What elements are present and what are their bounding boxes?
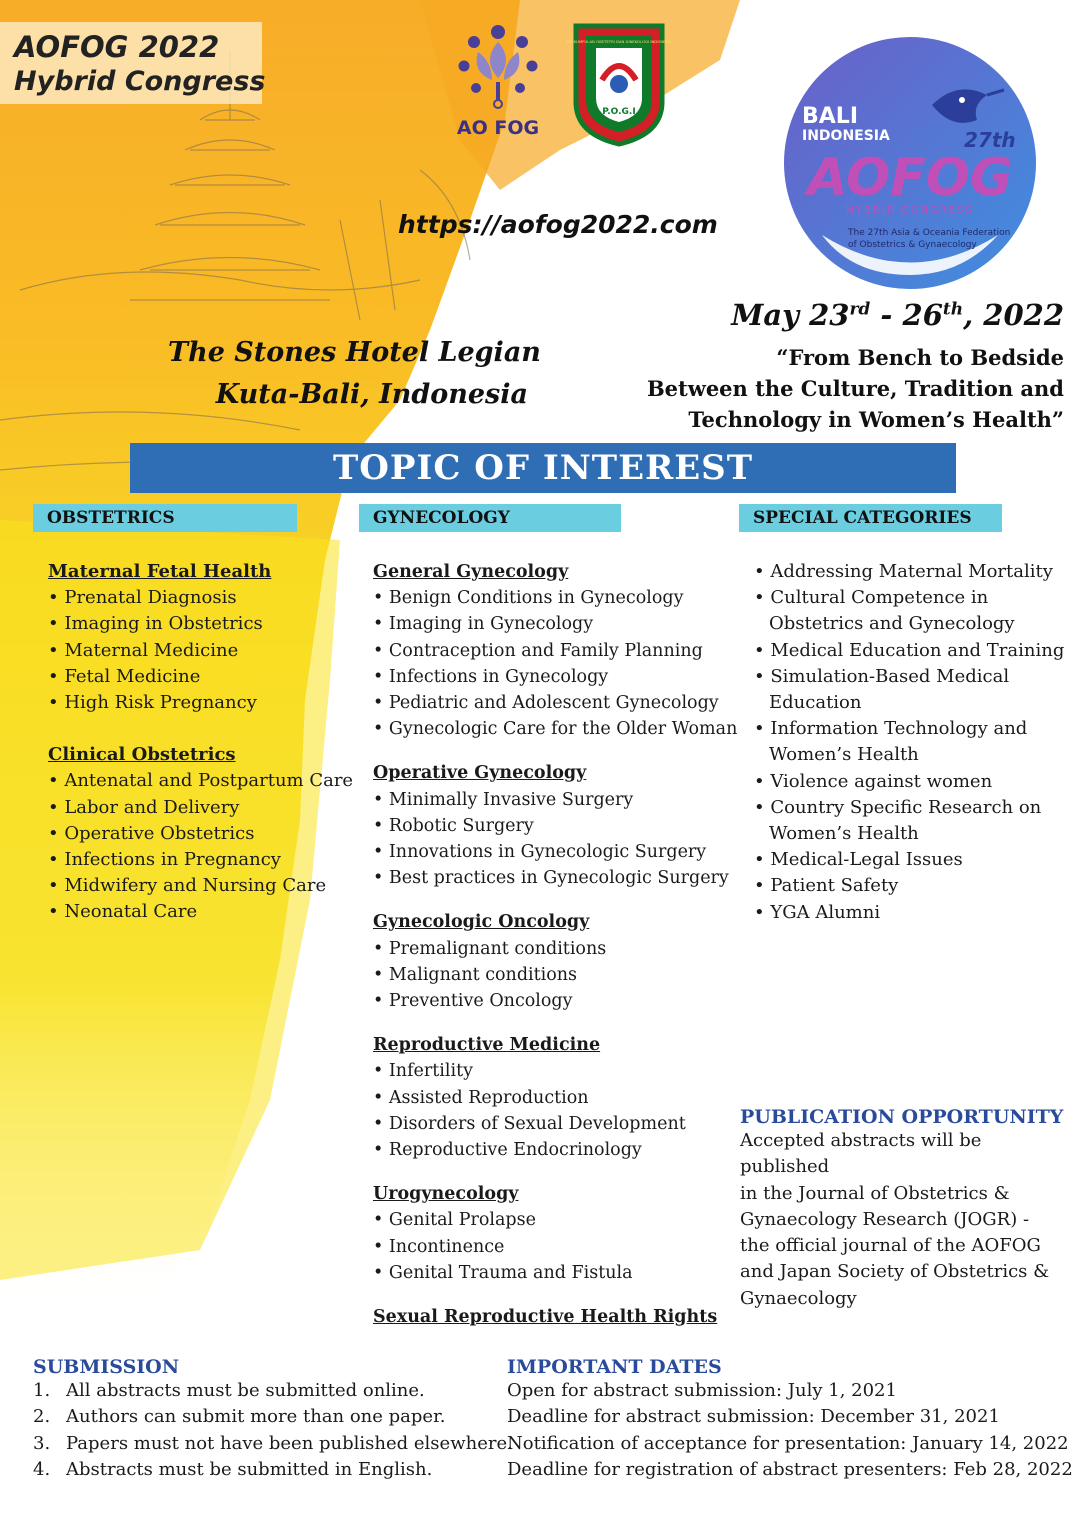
list-item: • Reproductive Endocrinology xyxy=(373,1140,642,1161)
gynecology-group-heading: Sexual Reproductive Health Rights xyxy=(373,1307,718,1328)
list-item: • Pediatric and Adolescent Gynecology xyxy=(373,693,719,714)
logo-desc1: The 27th Asia & Oceania Federation xyxy=(848,228,1011,238)
gynecology-group-heading: Reproductive Medicine xyxy=(373,1035,601,1056)
list-item: • Country Specific Research on Women’s Health xyxy=(754,796,1042,845)
gynecology-column xyxy=(373,559,743,1330)
list-item: Open for abstract submission: July 1, 2021 xyxy=(507,1380,897,1401)
logo-hybrid: HYBRID CONGRESS xyxy=(846,205,974,216)
theme-line-1: “From Bench to Bedside xyxy=(776,345,1064,370)
list-item: • Neonatal Care xyxy=(48,901,198,923)
list-item: • Violence against women xyxy=(754,770,993,792)
list-item: • Disorders of Sexual Development xyxy=(373,1113,686,1134)
obstetrics-column xyxy=(48,559,354,926)
theme-line-3: Technology in Women’s Health” xyxy=(688,407,1064,432)
important-dates-section xyxy=(507,1356,1077,1483)
list-item: • Operative Obstetrics xyxy=(48,822,255,844)
list-item: • Malignant conditions xyxy=(373,964,578,985)
badge-subtitle: Hybrid Congress xyxy=(14,66,266,97)
congress-url[interactable]: https://aofog2022.com xyxy=(398,210,718,239)
list-item: • Best practices in Gynecologic Surgery xyxy=(373,868,729,889)
list-item: • Preventive Oncology xyxy=(373,991,573,1012)
aofog-logo-text: AO FOG xyxy=(456,117,540,139)
event-date xyxy=(731,298,1064,332)
gynecology-group-heading: Operative Gynecology xyxy=(373,763,587,784)
aofog-logo xyxy=(452,20,544,142)
list-item: • Fetal Medicine xyxy=(48,665,201,687)
list-item: • Medical-Legal Issues xyxy=(754,849,963,871)
list-item: • Patient Safety xyxy=(754,875,899,897)
event-venue xyxy=(168,332,541,416)
list-item: • Cultural Competence in Obstetrics and Gynecology xyxy=(754,587,1015,635)
list-item: • Premalignant conditions xyxy=(373,938,607,959)
list-item: Deadline for registration of abstract presenters: Feb 28, 2022 xyxy=(507,1458,1073,1480)
list-item: 3. Papers must not have been published elsewhere. xyxy=(33,1432,513,1454)
special-categories-column xyxy=(754,559,1074,926)
list-item: • Assisted Reproduction xyxy=(373,1087,589,1108)
list-item: • Midwifery and Nursing Care xyxy=(48,875,327,897)
list-item: • Robotic Surgery xyxy=(373,815,534,836)
gynecology-group-heading: Gynecologic Oncology xyxy=(373,912,590,933)
list-item: • Innovations in Gynecologic Surgery xyxy=(373,842,707,863)
date-prefix: May 23 xyxy=(731,298,850,332)
gynecology-group-heading: General Gynecology xyxy=(373,562,569,582)
list-item: • Simulation-Based Medical Education xyxy=(754,665,1010,714)
logo-aofog: AOFOG xyxy=(807,148,1013,208)
venue-line-1: The Stones Hotel Legian xyxy=(168,337,541,368)
list-item: • Genital Prolapse xyxy=(373,1210,536,1231)
list-item: • Maternal Medicine xyxy=(48,639,239,661)
list-item: • Benign Conditions in Gynecology xyxy=(373,588,684,609)
theme-line-2: Between the Culture, Tradition and xyxy=(646,376,1064,401)
date-sup-rd: rd xyxy=(849,299,871,320)
list-item: • Infections in Gynecology xyxy=(373,666,609,687)
list-item: • Infertility xyxy=(373,1061,474,1082)
topic-of-interest-banner: TOPIC OF INTEREST xyxy=(130,443,956,493)
date-suffix: , 2022 xyxy=(963,298,1064,332)
list-item: Notification of acceptance for presentation: January 14, 2022 xyxy=(507,1432,1069,1454)
logo-desc2: of Obstetrics & Gynaecology xyxy=(848,240,977,250)
pogi-ring-text: PERKUMPULAN OBSTETRI DAN GINEKOLOGI INDONESIA xyxy=(566,39,672,44)
list-item: • Imaging in Gynecology xyxy=(373,614,594,635)
submission-title: SUBMISSION xyxy=(33,1356,180,1378)
list-item: • Imaging in Obstetrics xyxy=(48,613,263,635)
list-item: • Antenatal and Postpartum Care xyxy=(48,770,354,792)
list-item: 1. All abstracts must be submitted online. xyxy=(33,1380,425,1401)
pogi-logo-text: P.O.G.I xyxy=(602,107,636,117)
submission-list xyxy=(33,1378,513,1483)
list-item: • Contraception and Family Planning xyxy=(373,640,703,661)
list-item: • Prenatal Diagnosis xyxy=(48,587,237,609)
list-item: • Genital Trauma and Fistula xyxy=(373,1262,633,1283)
publication-text: Accepted abstracts will be published in the Journal of Obstetrics & Gynaecology Research (JOGR) - the official journal of the AOFOG and Japan Society of Obstetrics & Gynaecology xyxy=(740,1130,1050,1309)
badge-title: AOFOG 2022 xyxy=(14,30,220,64)
list-item: • Medical Education and Training xyxy=(754,639,1065,661)
list-item: • Labor and Delivery xyxy=(48,796,240,818)
pogi-logo xyxy=(566,22,672,148)
list-item: Deadline for abstract submission: December 31, 2021 xyxy=(507,1406,1000,1428)
date-sup-th: th xyxy=(942,299,964,320)
list-item: • Minimally Invasive Surgery xyxy=(373,789,634,810)
obstetrics-group-heading: Maternal Fetal Health xyxy=(48,561,272,582)
event-theme xyxy=(647,342,1064,435)
special-categories-header: SPECIAL CATEGORIES xyxy=(739,504,1002,532)
list-item: • YGA Alumni xyxy=(754,901,881,923)
list-item: • Addressing Maternal Mortality xyxy=(754,561,1053,582)
publication-section xyxy=(740,1106,1070,1312)
list-item: • Gynecologic Care for the Older Woman xyxy=(373,719,738,740)
important-dates-title: IMPORTANT DATES xyxy=(507,1356,722,1378)
obstetrics-group-heading: Clinical Obstetrics xyxy=(48,744,236,766)
list-item: • High Risk Pregnancy xyxy=(48,692,257,714)
congress-circle-logo xyxy=(782,35,1038,291)
submission-section xyxy=(33,1356,513,1483)
list-item: 4. Abstracts must be submitted in English. xyxy=(33,1458,433,1480)
logo-indonesia: INDONESIA xyxy=(802,128,890,144)
logo-edition: 27th xyxy=(964,128,1016,152)
logo-bali: BALI xyxy=(802,104,858,129)
gynecology-group-heading: Urogynecology xyxy=(373,1184,519,1205)
venue-line-2: Kuta-Bali, Indonesia xyxy=(215,379,528,410)
date-mid: - 26 xyxy=(870,298,943,332)
list-item: 2. Authors can submit more than one paper. xyxy=(33,1406,446,1428)
obstetrics-header: OBSTETRICS xyxy=(33,504,297,532)
dates-list xyxy=(507,1378,1077,1483)
publication-title: PUBLICATION OPPORTUNITY xyxy=(740,1106,1064,1128)
list-item: • Infections in Pregnancy xyxy=(48,849,281,871)
list-item: • Incontinence xyxy=(373,1236,505,1257)
list-item: • Information Technology and Women’s Health xyxy=(754,718,1028,766)
gynecology-header: GYNECOLOGY xyxy=(359,504,621,532)
